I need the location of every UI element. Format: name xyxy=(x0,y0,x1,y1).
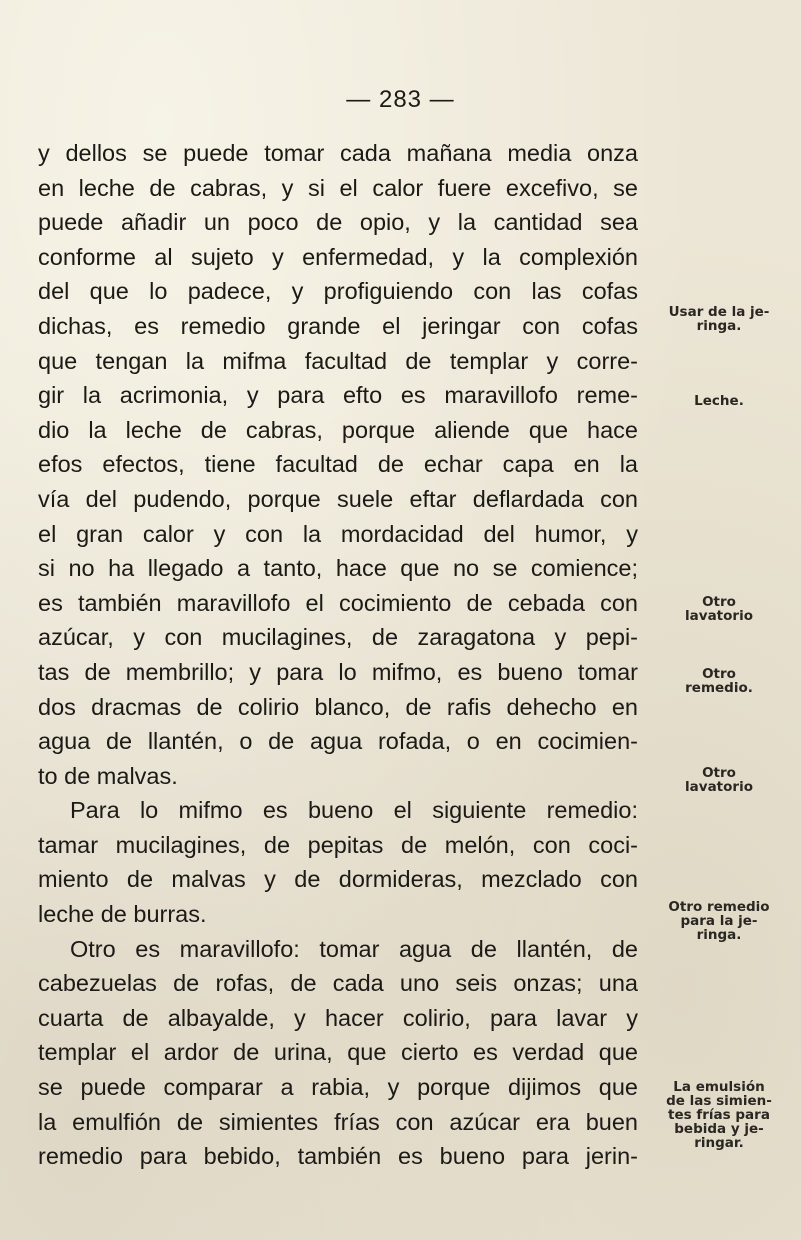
text-line: del que lo padece, y profiguiendo con las cofas xyxy=(38,278,638,305)
margin-note-line: remedio. xyxy=(685,680,753,696)
text-line: conforme al sujeto y enfermedad, y la complexión xyxy=(38,243,638,270)
text-line: efos efectos, tiene facultad de echar capa en la xyxy=(38,451,638,478)
margin-note-line: ringar. xyxy=(694,1135,744,1151)
text-line: vía del pudendo, porque suele eftar deflardada con xyxy=(38,485,638,512)
text-line: dio la leche de cabras, porque aliende que hace xyxy=(38,416,638,443)
text-line: y dellos se puede tomar cada mañana media onza xyxy=(38,140,638,166)
margin-note xyxy=(648,595,790,623)
text-line: si no ha llegado a tanto, hace que no se comience; xyxy=(38,555,638,582)
margin-note-line: Leche. xyxy=(694,393,744,409)
text-line: es también maravillofo el cocimiento de cebada con xyxy=(38,589,638,616)
text-line: Otro es maravillofo: tomar agua de llantén, de xyxy=(70,935,638,962)
text-line: to de malvas. xyxy=(38,762,178,789)
margin-note-line: Usar de la je- xyxy=(668,304,770,320)
text-line: leche de burras. xyxy=(38,901,207,928)
text-line: azúcar, y con mucilagines, de zaragatona y pepi- xyxy=(38,624,638,651)
margin-note-line: lavatorio xyxy=(685,608,753,624)
text-line: tas de membrillo; y para lo mifmo, es bueno tomar xyxy=(38,658,638,685)
text-line: que tengan la mifma facultad de templar y corre- xyxy=(38,347,638,374)
text-line: dichas, es remedio grande el jeringar con cofas xyxy=(38,312,638,339)
margin-note-line: Otro xyxy=(702,666,736,682)
paragraph xyxy=(38,136,638,793)
body-text xyxy=(38,136,638,1174)
text-line: miento de malvas y de dormideras, mezclado con xyxy=(38,866,638,893)
text-line: dos dracmas de colirio blanco, de rafis dehecho en xyxy=(38,693,638,720)
text-line: el gran calor y con la mordacidad del humor, y xyxy=(38,520,638,547)
text-line: gir la acrimonia, y para efto es maravillofo reme- xyxy=(38,382,638,409)
text-line: cuarta de albayalde, y hacer colirio, para lavar y xyxy=(38,1004,638,1031)
paragraph xyxy=(38,932,638,1174)
margin-note-line: Otro xyxy=(702,765,736,781)
text-line: cabezuelas de rofas, de cada uno seis onzas; una xyxy=(38,970,638,997)
page-number: — 283 — xyxy=(346,86,455,113)
margin-note-line: para la je- xyxy=(680,913,758,929)
text-line: agua de llantén, o de agua rofada, o en cocimien- xyxy=(38,728,638,755)
text-line: se puede comparar a rabia, y porque dijimos que xyxy=(38,1074,638,1101)
margin-note-line: Otro xyxy=(702,594,736,610)
margin-note-line: de las simien- xyxy=(666,1093,772,1109)
margin-note-line: bebida y je- xyxy=(674,1121,764,1137)
margin-note-line: ringa. xyxy=(696,927,742,943)
margin-note xyxy=(648,667,790,695)
text-line: templar el ardor de urina, que cierto es verdad que xyxy=(38,1039,638,1066)
text-line: Para lo mifmo es bueno el siguiente remedio: xyxy=(70,797,638,824)
margin-note xyxy=(648,394,790,408)
margin-note xyxy=(648,900,790,942)
text-line: tamar mucilagines, de pepitas de melón, con coci- xyxy=(38,831,638,858)
margin-note-line: tes frías para xyxy=(668,1107,770,1123)
text-line: en leche de cabras, y si el calor fuere excefivo, se xyxy=(38,174,638,201)
text-line: la emulfión de simientes frías con azúcar era buen xyxy=(38,1108,638,1135)
margin-note xyxy=(648,766,790,794)
margin-note xyxy=(648,1080,790,1150)
margin-note xyxy=(648,305,790,333)
text-line: puede añadir un poco de opio, y la cantidad sea xyxy=(38,209,638,236)
margin-note-line: Otro remedio xyxy=(668,899,770,915)
paragraph xyxy=(38,793,638,931)
margin-note-line: lavatorio xyxy=(685,779,753,795)
margin-note-line: La emulsión xyxy=(673,1079,765,1095)
margin-note-line: ringa. xyxy=(696,318,742,334)
text-line: remedio para bebido, también es bueno para jerin- xyxy=(38,1143,638,1170)
